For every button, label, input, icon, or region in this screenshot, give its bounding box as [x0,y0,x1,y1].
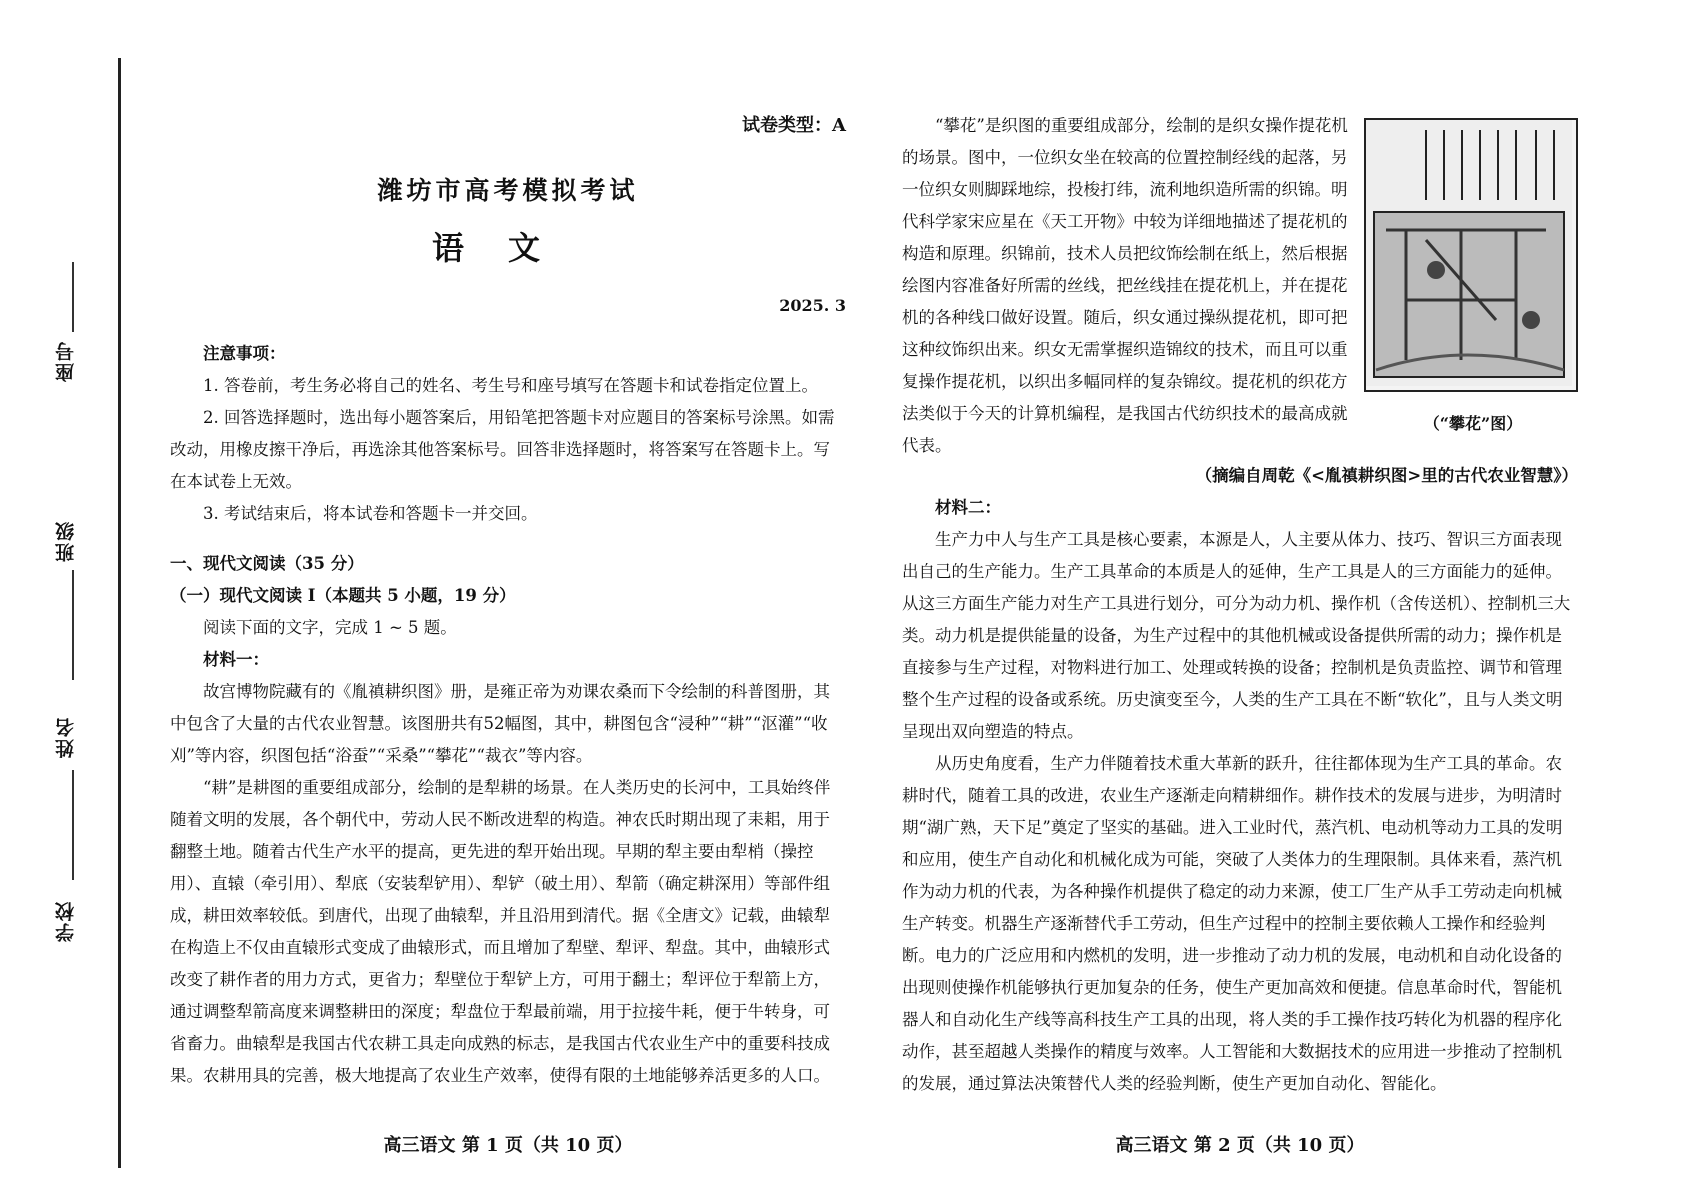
paragraph: “攀花”是织图的重要组成部分，绘制的是织女操作提花机的场景。图中，一位织女坐在较高的位置控制经线的起落，另一位织女则脚踩地综，投梭打纬，流利地织造所需的织锦。明代科学家宋应星在《天工开物》中较为详细地描述了提花机的构造和原理。织锦前，技术人员把纹饰绘制在纸上，然后根据绘图内容准备好所需的丝线，把丝线挂在提花机上，并在提花机的各种线口做好设置。随后，织女通过操纵提花机，即可把这种纹饰织出来。织女无需掌握织造锦纹的技术，而且可以重复操作提花机，以织出多幅同样的复杂锦纹。提花机的织花方法类似于今天的计算机编程，是我国古代纺织技术的最高成就代表。 [902,116,1348,455]
seat-number-blank [72,262,74,332]
name-blank [72,770,74,880]
paper-type: 试卷类型：A [742,115,846,136]
instruction: 阅读下面的文字，完成 1 ~ 5 题。 [203,618,457,637]
paragraph: 生产力中人与生产工具是核心要素，本源是人，人主要从体力、技巧、智识三方面表现出自己的生产能力。生产工具革命的本质是人的延伸，生产工具是人的三方面能力的延伸。从这三方面生产能力对生产工具进行划分，可分为动力机、操作机（含传送机）、控制机三大类。动力机是提供能量的设备，为生产过程中的其他机械或设备提供所需的动力；操作机是直接参与生产过程，对物料进行加工、处理或转换的设备；控制机是负责监控、调节和管理整个生产过程的设备或系统。历史演变至今，人类的生产工具在不断“软化”，且与人类文明呈现出双向塑造的特点。 [902,530,1571,741]
section-heading: 一、现代文阅读（35 分） [170,554,364,573]
exam-title: 潍坊市高考模拟考试 [377,176,639,205]
page-2-footer: 高三语文 第 2 页（共 10 页） [1115,1135,1365,1156]
illustration-caption: （“攀花”图） [1423,414,1523,433]
subsection-heading: （一）现代文阅读 Ⅰ（本题共 5 小题，19 分） [170,586,516,605]
school-label: 学校 [55,900,77,942]
material-2-section [902,492,1578,1100]
class-blank [72,570,74,680]
material-1-heading: 材料一： [203,650,269,669]
binding-line [118,58,121,1168]
notice-section [170,338,846,530]
exam-date: 2025. 3 [779,296,846,315]
paragraph: 故宫博物院藏有的《胤禛耕织图》册，是雍正帝为劝课农桑而下令绘制的科普图册，其中包含了大量的古代农业智慧。该图册共有52幅图，其中，耕图包含“浸种”“耕”“沤灌”“收刈”等内容，织图包括“浴蚕”“采桑”“攀花”“裁衣”等内容。 [170,682,830,765]
reading-section [170,548,846,1092]
notice-item: 1. 答卷前，考生务必将自己的姓名、考生号和座号填写在答题卡和试卷指定位置上。 [203,376,818,395]
binding-margin [0,0,150,1190]
notice-item: 3. 考试结束后，将本试卷和答题卡一并交回。 [203,504,538,523]
name-label: 姓名 [55,716,77,758]
seat-number-label: 座号 [55,340,77,382]
notice-item: 2. 回答选择题时，选出每小题答案后，用铅笔把答题卡对应题目的答案标号涂黑。如需改动，用橡皮擦干净后，再选涂其他答案标号。回答非选择题时，将答案写在答题卡上。写在本试卷上无效。 [170,408,835,491]
source-citation: （摘编自周乾《<胤禛耕织图>里的古代农业智慧》） [1195,466,1578,485]
material-2-heading: 材料二： [935,498,1001,517]
paragraph: “耕”是耕图的重要组成部分，绘制的是犁耕的场景。在人类历史的长河中，工具始终伴随着文明的发展，各个朝代中，劳动人民不断改进犁的构造。神农氏时期出现了耒耜，用于翻整土地。随着古代生产水平的提高，更先进的犁开始出现。早期的犁主要由犁梢（操控用）、直辕（牵引用）、犁底（安装犁铲用）、犁铲（破土用）、犁箭（确定耕深用）等部件组成，耕田效率较低。到唐代，出现了曲辕犁，并且沿用到清代。据《全唐文》记载，曲辕犁在构造上不仅由直辕形式变成了曲辕形式，而且增加了犁壁、犁评、犁盘。其中，曲辕形式改变了耕作者的用力方式，更省力；犁壁位于犁铲上方，可用于翻土；犁评位于犁箭上方，通过调整犁箭高度来调整耕田的深度；犁盘位于犁最前端，用于拉接牛耗，便于牛转身，可省畜力。曲辕犁是我国古代农耕工具走向成熟的标志，是我国古代农业生产中的重要科技成果。农耕用具的完善，极大地提高了农业生产效率，使得有限的土地能够养活更多的人口。 [170,778,831,1085]
page-1-footer: 高三语文 第 1 页（共 10 页） [383,1135,633,1156]
subject-title: 语文 [431,229,584,267]
weaving-illustration [1364,118,1578,392]
class-label: 班级 [55,520,77,562]
paragraph: 从历史角度看，生产力伴随着技术重大革新的跃升，往往都体现为生产工具的革命。农耕时代，随着工具的改进，农业生产逐渐走向精耕细作。耕作技术的发展与进步，为明清时期“湖广熟，天下足”奠定了坚实的基础。进入工业时代，蒸汽机、电动机等动力工具的发明和应用，使生产自动化和机械化成为可能，突破了人类体力的生理限制。具体来看，蒸汽机作为动力机的代表，为各种操作机提供了稳定的动力来源，使工厂生产从手工劳动走向机械生产转变。机器生产逐渐替代手工劳动，但生产过程中的控制主要依赖人工操作和经验判断。电力的广泛应用和内燃机的发明，进一步推动了动力机的发展，电动机和自动化设备的出现则使操作机能够执行更加复杂的任务，使生产更加高效和便捷。信息革命时代，智能机器人和自动化生产线等高科技生产工具的出现，将人类的手工操作技巧转化为机器的程序化动作，甚至超越人类操作的精度与效率。人工智能和大数据技术的应用进一步推动了控制机的发展，通过算法决策替代人类的经验判断，使生产更加自动化、智能化。 [902,754,1563,1093]
notice-heading: 注意事项： [203,344,286,363]
